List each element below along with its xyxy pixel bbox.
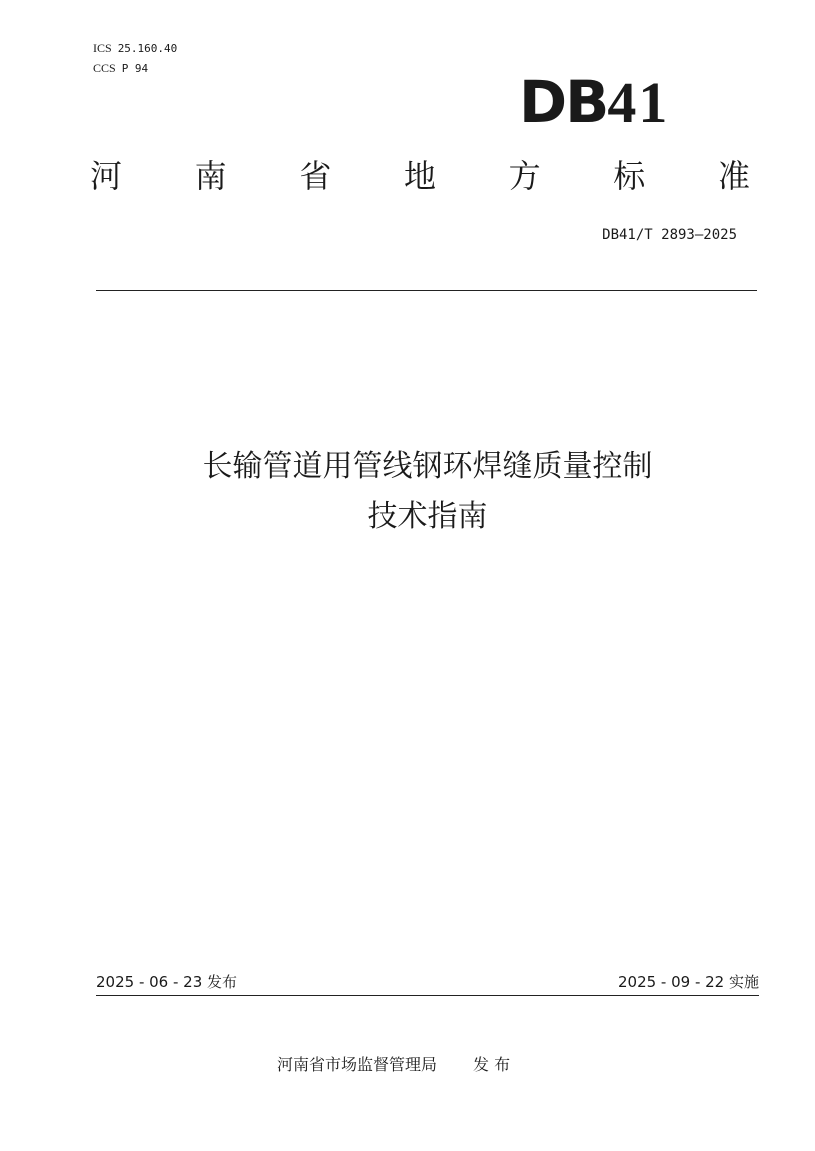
db-logo xyxy=(519,70,669,135)
title-line-2: 技术指南 xyxy=(367,499,488,534)
ccs-code: P 94 xyxy=(121,62,149,75)
ics-classification xyxy=(93,41,177,56)
standard-type-char: 方 xyxy=(508,157,541,195)
standard-type-char: 省 xyxy=(299,157,332,195)
ics-code: 25.160.40 xyxy=(117,42,178,55)
issuer-name: 河南省市场监督管理局 xyxy=(277,1055,438,1074)
standard-type-char: 南 xyxy=(194,157,227,195)
standard-type-char: 河 xyxy=(90,157,123,195)
document-title xyxy=(0,442,815,542)
ccs-label: CCS xyxy=(93,61,116,75)
standard-type-heading xyxy=(90,156,750,196)
publish-date: 2025 - 06 - 23 发布 xyxy=(96,973,238,991)
issuer-action: 发 布 xyxy=(473,1055,511,1074)
dates-row xyxy=(96,971,759,993)
standard-type-char: 地 xyxy=(403,157,436,195)
standard-type-char: 标 xyxy=(613,157,646,195)
db-logo-letters: DB xyxy=(519,68,608,136)
ccs-classification xyxy=(93,61,148,76)
bottom-divider xyxy=(96,995,759,996)
ics-label: ICS xyxy=(93,41,112,55)
standard-number: DB41/T 2893—2025 xyxy=(602,227,737,243)
db-logo-number: 41 xyxy=(607,70,670,135)
issuer-line xyxy=(277,1054,510,1076)
title-line-1: 长输管道用管线钢环焊缝质量控制 xyxy=(202,449,653,484)
implement-date: 2025 - 09 - 22 实施 xyxy=(617,973,759,991)
top-divider xyxy=(96,290,757,291)
standard-type-char: 准 xyxy=(717,157,750,195)
